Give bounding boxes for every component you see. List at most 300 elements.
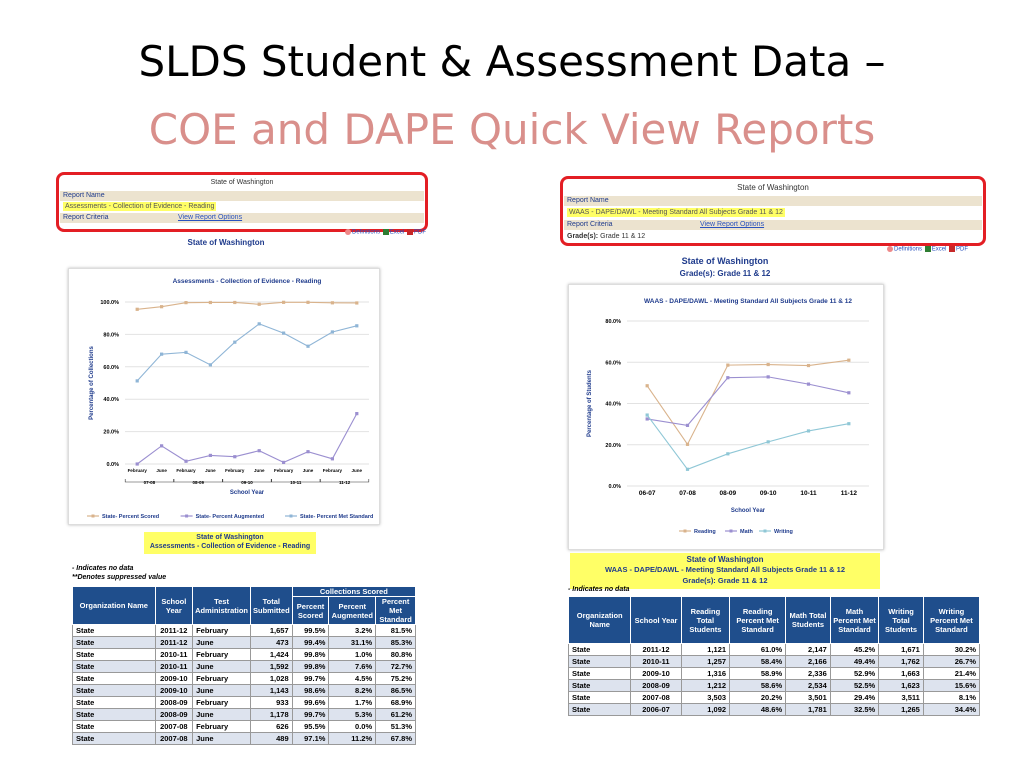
- right-col-org: Organization Name: [569, 597, 631, 644]
- left-table-row: [73, 661, 416, 673]
- x-tick-label: 07-08: [679, 490, 696, 497]
- data-point: [184, 460, 187, 463]
- left-table-cell: 31.1%: [329, 637, 376, 649]
- right-table-cell: 2007-08: [631, 692, 681, 704]
- left-table-cell: 2009-10: [155, 673, 192, 685]
- left-col-org: Organization Name: [73, 587, 156, 625]
- data-point: [646, 384, 649, 387]
- left-table-cell: 8.2%: [329, 685, 376, 697]
- y-tick-label: 0.0%: [608, 484, 621, 490]
- right-table-cell: 1,121: [681, 644, 729, 656]
- legend-label: State- Percent Met Standard: [300, 514, 374, 520]
- right-table-cell: 8.1%: [923, 692, 979, 704]
- legend-label: Reading: [694, 529, 716, 535]
- right-table-cell: 3,511: [879, 692, 924, 704]
- right-col-math-total: Math Total Students: [786, 597, 831, 644]
- data-point: [209, 301, 212, 304]
- data-point: [258, 449, 261, 452]
- right-table-cell: 1,623: [879, 680, 924, 692]
- right-data-table: [568, 596, 980, 716]
- data-point: [767, 363, 770, 366]
- series-line: [137, 324, 357, 381]
- left-table-cell: 5.3%: [329, 709, 376, 721]
- slide-subtitle: COE and DAPE Quick View Reports: [148, 105, 876, 154]
- left-table-cell: 1.0%: [329, 649, 376, 661]
- right-chart: [568, 284, 884, 550]
- legend-marker: [92, 515, 95, 518]
- right-chart-caption: [570, 553, 880, 589]
- right-table-row: [569, 656, 980, 668]
- left-toolbar: [344, 229, 426, 236]
- left-table-cell: 85.3%: [376, 637, 416, 649]
- right-table-cell: 2,147: [786, 644, 831, 656]
- left-report-criteria-label: Report Criteria: [63, 214, 109, 221]
- right-table-cell: 2011-12: [631, 644, 681, 656]
- left-table-cell: 99.5%: [292, 625, 329, 637]
- left-definitions-link[interactable]: Definitions: [352, 229, 381, 236]
- right-table-cell: 2,336: [786, 668, 831, 680]
- y-tick-label: 60.0%: [605, 360, 621, 367]
- right-table-cell: 1,762: [879, 656, 924, 668]
- y-tick-label: 60.0%: [103, 364, 119, 371]
- left-table-row: [73, 685, 416, 697]
- left-table-cell: State: [73, 661, 156, 673]
- data-point: [807, 383, 810, 386]
- right-table-cell: 58.9%: [730, 668, 786, 680]
- group-label: 11-12: [338, 480, 351, 485]
- x-tick-label: June: [302, 468, 314, 473]
- left-chart-caption-line2: Assessments - Collection of Evidence - Reading: [149, 543, 311, 550]
- data-point: [306, 450, 309, 453]
- left-table-cell: February: [193, 697, 251, 709]
- left-table-cell: State: [73, 673, 156, 685]
- left-table-cell: 68.9%: [376, 697, 416, 709]
- x-tick-label: June: [156, 468, 167, 473]
- left-data-table: [72, 586, 416, 745]
- right-table-cell: State: [569, 704, 631, 716]
- right-table-cell: 2009-10: [631, 668, 681, 680]
- data-point: [847, 422, 850, 425]
- left-table-cell: February: [193, 649, 251, 661]
- x-tick-label: June: [205, 468, 216, 473]
- left-table-cell: 7.6%: [329, 661, 376, 673]
- left-table-cell: State: [73, 685, 156, 697]
- left-table-cell: 99.7%: [292, 709, 329, 721]
- left-table-cell: 2007-08: [155, 733, 192, 745]
- right-chart-caption-line2: WAAS - DAPE/DAWL - Meeting Standard All Subjects Grade 11 & 12: [604, 565, 846, 574]
- data-point: [184, 301, 187, 304]
- pdf-icon: [407, 229, 413, 235]
- data-point: [847, 359, 850, 362]
- chart-title: Assessments - Collection of Evidence - Reading: [172, 278, 322, 285]
- left-table-cell: 86.5%: [376, 685, 416, 697]
- left-table-cell: 1,143: [250, 685, 292, 697]
- right-excel-link[interactable]: Excel: [931, 246, 947, 253]
- x-axis-label: School Year: [229, 490, 265, 496]
- left-table-row: [73, 673, 416, 685]
- right-table-cell: 30.2%: [923, 644, 979, 656]
- y-tick-label: 20.0%: [605, 442, 621, 449]
- right-report-panel: [560, 176, 990, 716]
- excel-icon: [925, 246, 931, 252]
- right-table-cell: 2008-09: [631, 680, 681, 692]
- data-point: [686, 468, 689, 471]
- x-tick-label: 06-07: [638, 490, 656, 497]
- x-tick-label: 09-10: [759, 490, 777, 497]
- data-point: [136, 462, 139, 465]
- right-col-writing-met: Writing Percent Met Standard: [923, 597, 979, 644]
- right-table-cell: 34.4%: [923, 704, 979, 716]
- data-point: [282, 332, 285, 335]
- left-report-panel: [56, 172, 428, 752]
- left-table-cell: 72.7%: [376, 661, 416, 673]
- right-note-nodata: - Indicates no data: [568, 586, 630, 593]
- left-org-heading: State of Washington: [187, 238, 265, 247]
- y-tick-label: 100.0%: [100, 300, 119, 306]
- slide-title: SLDS Student & Assessment Data –: [138, 37, 886, 86]
- left-header-highlight: [56, 172, 428, 232]
- right-table-row: [569, 644, 980, 656]
- data-point: [686, 424, 689, 427]
- right-table-cell: 2006-07: [631, 704, 681, 716]
- right-table-cell: 1,265: [879, 704, 924, 716]
- definitions-icon: [345, 229, 351, 235]
- right-table-cell: 1,781: [786, 704, 831, 716]
- right-table-cell: 61.0%: [730, 644, 786, 656]
- data-point: [767, 375, 770, 378]
- right-header-org: State of Washington: [737, 183, 809, 192]
- right-table-cell: 48.6%: [730, 704, 786, 716]
- left-table-cell: 4.5%: [329, 673, 376, 685]
- right-table-cell: 1,663: [879, 668, 924, 680]
- right-pdf-link[interactable]: PDF: [956, 246, 969, 253]
- y-tick-label: 40.0%: [605, 401, 621, 408]
- left-table-row: [73, 721, 416, 733]
- left-table-cell: 67.8%: [376, 733, 416, 745]
- data-point: [209, 363, 212, 366]
- data-point: [209, 454, 212, 457]
- right-table-cell: 52.5%: [830, 680, 878, 692]
- x-axis-label: School Year: [730, 508, 766, 514]
- left-col-year: School Year: [155, 587, 192, 625]
- left-table-cell: State: [73, 625, 156, 637]
- left-table-cell: 81.5%: [376, 625, 416, 637]
- right-grade-value: Grade 11 & 12: [600, 233, 646, 240]
- left-col-scored: Percent Scored: [292, 597, 329, 625]
- left-table-cell: 2009-10: [155, 685, 192, 697]
- right-report-name-value: WAAS - DAPE/DAWL - Meeting Standard All Subjects Grade 11 & 12: [569, 209, 783, 216]
- left-table-cell: 1,028: [250, 673, 292, 685]
- data-point: [136, 379, 139, 382]
- x-tick-label: February: [225, 468, 245, 473]
- left-table-cell: 99.8%: [292, 661, 329, 673]
- left-table-row: [73, 625, 416, 637]
- right-table-cell: 2,166: [786, 656, 831, 668]
- left-table-cell: 2008-09: [155, 697, 192, 709]
- left-table-cell: February: [193, 673, 251, 685]
- right-table-cell: State: [569, 644, 631, 656]
- left-note-suppressed: **Denotes suppressed value: [72, 574, 167, 581]
- series-line: [137, 414, 357, 464]
- left-table-cell: 2010-11: [155, 661, 192, 673]
- right-table-cell: 3,503: [681, 692, 729, 704]
- data-point: [847, 391, 850, 394]
- legend-marker: [730, 530, 733, 533]
- group-label: 10-11: [290, 480, 302, 485]
- y-tick-label: 40.0%: [103, 397, 119, 404]
- right-table-cell: 1,671: [879, 644, 924, 656]
- left-table-cell: 97.1%: [292, 733, 329, 745]
- series-line: [647, 377, 849, 425]
- x-tick-label: February: [273, 468, 294, 473]
- x-tick-label: June: [351, 468, 363, 473]
- left-table-row: [73, 709, 416, 721]
- right-table-cell: 2010-11: [631, 656, 681, 668]
- right-chart-caption-line1: State of Washington: [686, 555, 764, 564]
- data-point: [233, 301, 236, 304]
- left-table-cell: 98.6%: [292, 685, 329, 697]
- data-point: [331, 457, 334, 460]
- left-table-cell: 489: [250, 733, 292, 745]
- x-tick-label: February: [322, 468, 343, 473]
- left-table-cell: 99.4%: [292, 637, 329, 649]
- left-pdf-link[interactable]: PDF: [414, 229, 427, 236]
- data-point: [355, 324, 358, 327]
- right-header-highlight: [560, 176, 986, 246]
- legend-marker: [290, 515, 293, 518]
- left-table-cell: June: [193, 733, 251, 745]
- right-table-cell: 29.4%: [830, 692, 878, 704]
- group-label: 08-09: [192, 480, 204, 485]
- left-table-cell: 99.8%: [292, 649, 329, 661]
- data-point: [233, 455, 236, 458]
- data-point: [160, 444, 163, 447]
- series-line: [647, 360, 849, 444]
- right-toolbar: [886, 246, 968, 253]
- right-report-criteria-label: Report Criteria: [567, 221, 613, 228]
- left-table-cell: 3.2%: [329, 625, 376, 637]
- right-table-cell: 45.2%: [830, 644, 878, 656]
- right-table-cell: 49.4%: [830, 656, 878, 668]
- left-table-cell: June: [193, 709, 251, 721]
- right-table-cell: 58.6%: [730, 680, 786, 692]
- legend-label: Writing: [774, 529, 793, 535]
- left-table-cell: State: [73, 697, 156, 709]
- x-tick-label: 10-11: [800, 490, 817, 497]
- data-point: [355, 301, 358, 304]
- y-tick-label: 80.0%: [605, 319, 621, 325]
- legend-label: State- Percent Augmented: [195, 514, 265, 520]
- left-table-cell: 11.2%: [329, 733, 376, 745]
- group-label: 09-10: [241, 480, 253, 485]
- data-point: [136, 308, 139, 311]
- right-table-cell: 2,534: [786, 680, 831, 692]
- right-col-reading-met: Reading Percent Met Standard: [730, 597, 786, 644]
- left-table-row: [73, 637, 416, 649]
- left-table-cell: 2010-11: [155, 649, 192, 661]
- right-table-cell: State: [569, 692, 631, 704]
- left-report-name-value: Assessments - Collection of Evidence - Reading: [65, 203, 215, 210]
- left-table-cell: June: [193, 685, 251, 697]
- left-table-cell: State: [73, 721, 156, 733]
- left-table-cell: 61.2%: [376, 709, 416, 721]
- y-tick-label: 80.0%: [103, 332, 119, 339]
- data-point: [686, 443, 689, 446]
- left-table-cell: June: [193, 661, 251, 673]
- left-table-cell: State: [73, 637, 156, 649]
- data-point: [282, 301, 285, 304]
- right-table-cell: 21.4%: [923, 668, 979, 680]
- left-col-augmented: Percent Augmented: [329, 597, 376, 625]
- left-table-cell: 0.0%: [329, 721, 376, 733]
- right-table-cell: 58.4%: [730, 656, 786, 668]
- data-point: [807, 364, 810, 367]
- data-point: [160, 353, 163, 356]
- left-table-cell: 626: [250, 721, 292, 733]
- right-table-cell: State: [569, 680, 631, 692]
- data-point: [807, 429, 810, 432]
- left-table-cell: 2007-08: [155, 721, 192, 733]
- data-point: [331, 330, 334, 333]
- legend-label: State- Percent Scored: [102, 514, 160, 520]
- data-point: [282, 461, 285, 464]
- left-table-cell: 1,424: [250, 649, 292, 661]
- left-table-row: [73, 649, 416, 661]
- left-table-cell: 99.7%: [292, 673, 329, 685]
- data-point: [646, 413, 649, 416]
- left-table-cell: February: [193, 625, 251, 637]
- left-table-cell: 75.2%: [376, 673, 416, 685]
- right-table-row: [569, 668, 980, 680]
- left-table-cell: 99.6%: [292, 697, 329, 709]
- left-table-cell: February: [193, 721, 251, 733]
- legend-marker: [764, 530, 767, 533]
- left-col-group: Collections Scored: [292, 587, 415, 597]
- left-report-name-label: Report Name: [60, 191, 424, 201]
- excel-icon: [383, 229, 389, 235]
- right-table-row: [569, 680, 980, 692]
- data-point: [258, 303, 261, 306]
- left-table-cell: 1.7%: [329, 697, 376, 709]
- left-table-cell: 95.5%: [292, 721, 329, 733]
- right-table-cell: 1,092: [681, 704, 729, 716]
- left-col-met: Percent Met Standard: [376, 597, 416, 625]
- x-tick-label: February: [127, 468, 147, 473]
- left-chart-caption: [144, 532, 316, 554]
- data-point: [306, 301, 309, 304]
- right-col-year: School Year: [631, 597, 681, 644]
- left-table-cell: 80.8%: [376, 649, 416, 661]
- right-chart-caption-line3: Grade(s): Grade 11 & 12: [682, 576, 768, 585]
- series-line: [647, 415, 849, 469]
- data-point: [355, 412, 358, 415]
- left-table-cell: 2008-09: [155, 709, 192, 721]
- left-chart-svg: [69, 269, 379, 524]
- x-tick-label: 11-12: [840, 490, 857, 497]
- left-note-nodata: - Indicates no data: [72, 565, 134, 572]
- data-point: [258, 322, 261, 325]
- legend-marker: [185, 515, 188, 518]
- right-table-cell: 1,257: [681, 656, 729, 668]
- left-table-row: [73, 697, 416, 709]
- left-table-cell: State: [73, 649, 156, 661]
- right-col-math-met: Math Percent Met Standard: [830, 597, 878, 644]
- left-header-org: State of Washington: [210, 179, 274, 186]
- right-table-cell: 15.6%: [923, 680, 979, 692]
- right-col-reading-total: Reading Total Students: [681, 597, 729, 644]
- left-chart-caption-line1: State of Washington: [196, 534, 264, 541]
- right-definitions-link[interactable]: Definitions: [894, 246, 923, 253]
- right-table-cell: 20.2%: [730, 692, 786, 704]
- left-table-cell: 1,178: [250, 709, 292, 721]
- x-tick-label: 08-09: [719, 490, 737, 497]
- left-table-cell: June: [193, 637, 251, 649]
- x-tick-label: February: [176, 468, 196, 473]
- right-table-cell: State: [569, 668, 631, 680]
- left-table-cell: 1,657: [250, 625, 292, 637]
- right-table-row: [569, 692, 980, 704]
- y-axis-label: Percentage of Students: [587, 369, 593, 438]
- left-table-cell: 2011-12: [155, 637, 192, 649]
- left-table-cell: 51.3%: [376, 721, 416, 733]
- left-table-cell: 933: [250, 697, 292, 709]
- group-label: 07-08: [143, 480, 156, 485]
- data-point: [726, 364, 729, 367]
- left-table-cell: State: [73, 709, 156, 721]
- right-grade-label: Grade(s):: [567, 233, 599, 240]
- data-point: [726, 452, 729, 455]
- right-table-cell: 52.9%: [830, 668, 878, 680]
- left-col-admin: Test Administration: [193, 587, 251, 625]
- definitions-icon: [887, 246, 893, 252]
- left-excel-link[interactable]: Excel: [389, 229, 405, 236]
- data-point: [646, 417, 649, 420]
- chart-title: WAAS - DAPE/DAWL - Meeting Standard All Subjects Grade 11 & 12: [643, 298, 853, 305]
- data-point: [184, 351, 187, 354]
- right-table-cell: State: [569, 656, 631, 668]
- left-table-cell: State: [73, 733, 156, 745]
- right-view-report-options-link[interactable]: View Report Options: [700, 221, 765, 228]
- right-table-row: [569, 704, 980, 716]
- left-table-row: [73, 733, 416, 745]
- right-table-cell: 1,316: [681, 668, 729, 680]
- right-grade-heading: Grade(s): Grade 11 & 12: [679, 269, 771, 278]
- right-table-cell: 3,501: [786, 692, 831, 704]
- right-table-cell: 26.7%: [923, 656, 979, 668]
- data-point: [331, 301, 334, 304]
- right-report-name-label: Report Name: [564, 196, 982, 206]
- left-col-submitted: Total Submitted: [250, 587, 292, 625]
- left-view-report-options-link[interactable]: View Report Options: [178, 214, 243, 221]
- y-tick-label: 20.0%: [103, 429, 119, 436]
- right-chart-svg: [569, 285, 883, 549]
- left-table-cell: 2011-12: [155, 625, 192, 637]
- x-tick-label: June: [253, 468, 265, 473]
- y-axis-label: Percentage of Collections: [89, 346, 95, 420]
- right-table-cell: 32.5%: [830, 704, 878, 716]
- y-tick-label: 0.0%: [106, 462, 119, 468]
- left-table-cell: 473: [250, 637, 292, 649]
- legend-marker: [684, 530, 687, 533]
- data-point: [233, 341, 236, 344]
- right-table-cell: 1,212: [681, 680, 729, 692]
- pdf-icon: [949, 246, 955, 252]
- data-point: [160, 305, 163, 308]
- data-point: [726, 376, 729, 379]
- right-col-writing-total: Writing Total Students: [879, 597, 924, 644]
- legend-label: Math: [740, 529, 753, 535]
- data-point: [767, 440, 770, 443]
